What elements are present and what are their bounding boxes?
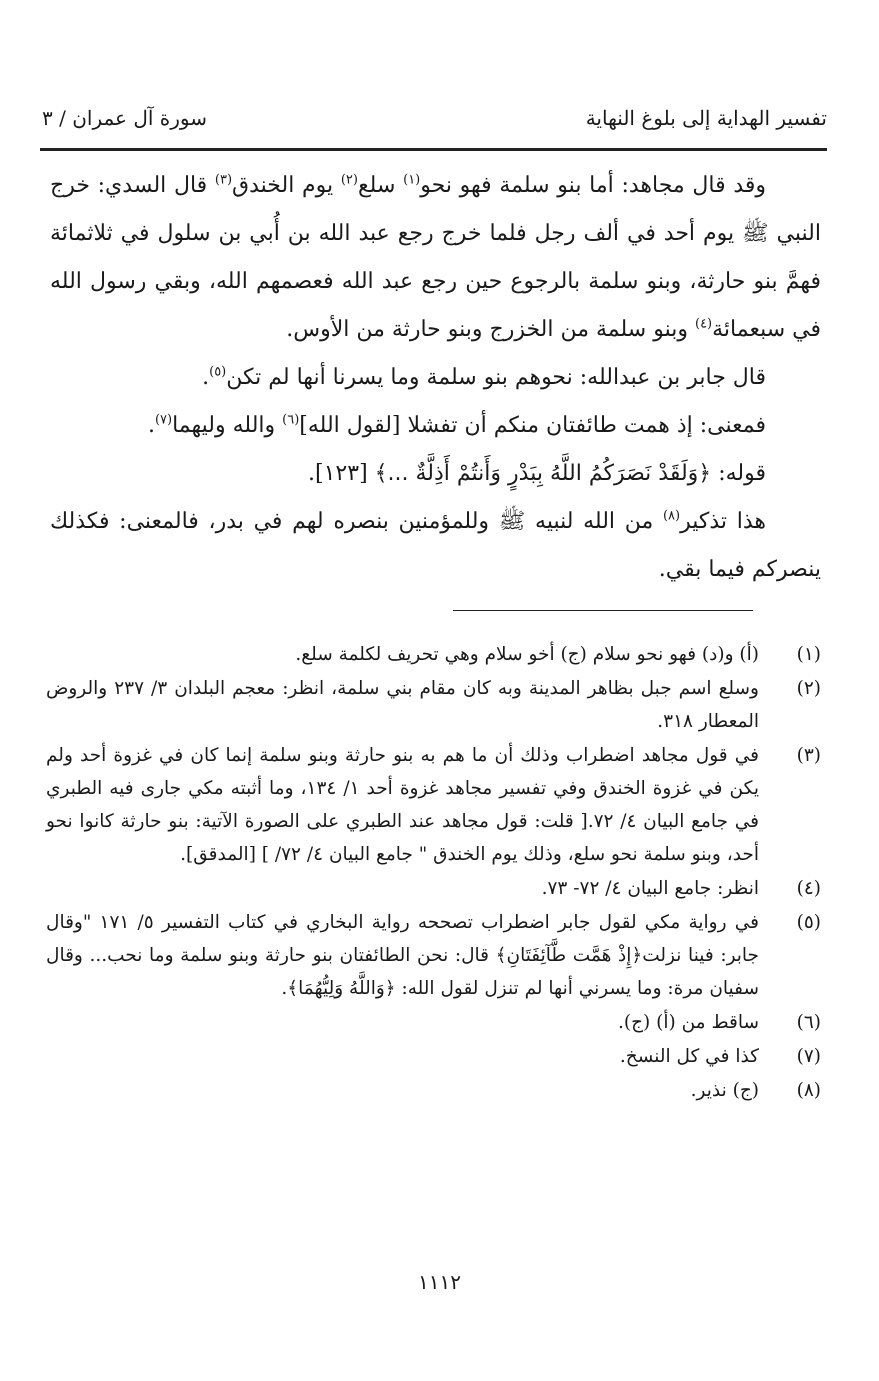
footnote-1: [46, 638, 821, 671]
footnote-text: في قول مجاهد اضطراب وذلك أن ما هم به بنو حارثة وبنو سلمة إنما كان في غزوة أحد ولم يكن في غزوة الخندق وفي تفسير مجاهد غزوة أحد ١/ ١٣٤، وما أثبته مكي جارى فيه الطبري في جامع البيان ٤/ ٧٢.[ قلت: قول مجاهد عند الطبري على الصورة الآتية: بنو حارثة كانوا نحو أحد، وبنو سلمة نحو سلع، وذلك يوم الخندق " جامع البيان ٤/ ٧٢/ ] [المدقق].: [46, 745, 759, 865]
book-title: تفسير الهداية إلى بلوغ النهاية: [585, 106, 827, 130]
footnote-text: كذا في كل النسخ.: [619, 1046, 759, 1067]
footnote-2: [46, 672, 821, 738]
footnote-text: وسلع اسم جبل بظاهر المدينة وبه كان مقام بني سلمة، انظر: معجم البلدان ٣/ ٢٣٧ والروض المعطار ٣١٨.: [46, 678, 759, 732]
footnote-number: (٣): [796, 745, 821, 766]
footnote-ref: (٦): [282, 412, 300, 428]
footnote-number: (١): [796, 644, 821, 665]
quran-verse: ﴿وَلَقَدْ نَصَرَكُمُ اللَّهُ بِبَدْرٍ وَأَنتُمْ أَذِلَّةٌ ...﴾: [374, 461, 712, 486]
footnote-text: انظر: جامع البيان ٤/ ٧٢- ٧٣.: [541, 878, 759, 899]
footnote-text: ساقط من (أ) (ج).: [617, 1012, 759, 1033]
footnote-divider: [453, 610, 753, 611]
paragraph-5: هذا تذكير$^{(٨)}$ من الله لنبيه ﷺ وللمؤمنين بنصره لهم في بدر، فالمعنى: فكذلك ينصركم فيما بقي.: [50, 508, 821, 582]
footnote-number: (٧): [796, 1046, 821, 1067]
paragraph-1: وقد قال مجاهد: أما بنو سلمة فهو نحو$^{(١)}$ سلع$^{(٢)}$ يوم الخندق$^{(٣)}$ قال السدي: خرج النبي ﷺ يوم أحد في ألف رجل فلما خرج رجع عبد الله بن أُبي بن سلول في ثلاثمائة فهمَّ بنو حارثة، وبنو سلمة بالرجوع حين رجع عبد الله فعصمهم الله، وبقي رسول الله في سبعمائة$^{(٤)}$ وبنو سلمة من الخزرج وبنو حارثة من الأوس.: [50, 172, 821, 342]
footnote-number: (٦): [796, 1012, 821, 1033]
footnote-number: (٨): [796, 1080, 821, 1101]
paragraph-2: قال جابر بن عبدالله: نحوهم بنو سلمة وما يسرنا أنها لم تكن$^{(٥)}$.: [202, 364, 766, 390]
footnote-4: [46, 872, 821, 905]
footnote-ref: (٥): [209, 364, 227, 380]
footnote-number: (٤): [796, 878, 821, 899]
header-divider: [40, 148, 827, 151]
paragraph-3: فمعنى: إذ همت طائفتان منكم أن تفشلا [لقول الله]$^{(٦)}$ والله وليهما$^{(٧)}$.: [147, 412, 766, 438]
footnote-ref: (٨): [662, 508, 681, 524]
footnote-ref: (٧): [154, 412, 173, 428]
main-text: [50, 162, 821, 594]
page-number: ١١١٢: [418, 1270, 461, 1294]
footnote-number: (٢): [796, 678, 821, 699]
footnote-ref: (٣): [214, 172, 233, 188]
running-header: [42, 106, 827, 140]
footnote-ref: (١): [403, 172, 421, 188]
footnote-number: (٥): [796, 912, 821, 933]
footnote-3: [46, 739, 821, 871]
footnote-6: [46, 1006, 821, 1039]
footnote-7: [46, 1040, 821, 1073]
footnote-text: (ج) نذير.: [690, 1080, 759, 1101]
footnote-8: [46, 1074, 821, 1107]
paragraph-4: قوله: ﴿وَلَقَدْ نَصَرَكُمُ اللَّهُ بِبَدْرٍ وَأَنتُمْ أَذِلَّةٌ ...﴾ [١٢٣].: [308, 461, 766, 486]
footnote-text: في رواية مكي لقول جابر اضطراب تصححه رواية البخاري في كتاب التفسير ٥/ ١٧١ "وقال جابر: فينا نزلت﴿إِذْ هَمَّت طَّآئِفَتَانِ﴾ قال: نحن الطائفتان بنو حارثة وبنو سلمة وما نحب... وقال سفيان مرة: وما يسرني أنها لم تنزل لقول الله: ﴿وَاللَّهُ وَلِيُّهُمَا﴾.: [46, 912, 759, 999]
footnote-text: (أ) و(د) فهو نحو سلام (ج) أخو سلام وهي تحريف لكلمة سلع.: [295, 644, 759, 665]
footnote-5: [46, 906, 821, 1005]
surah-label: سورة آل عمران / ٣: [42, 106, 208, 130]
footnote-ref: (٢): [340, 172, 358, 188]
footnote-ref: (٤): [694, 316, 713, 332]
footnotes: [46, 638, 821, 1108]
